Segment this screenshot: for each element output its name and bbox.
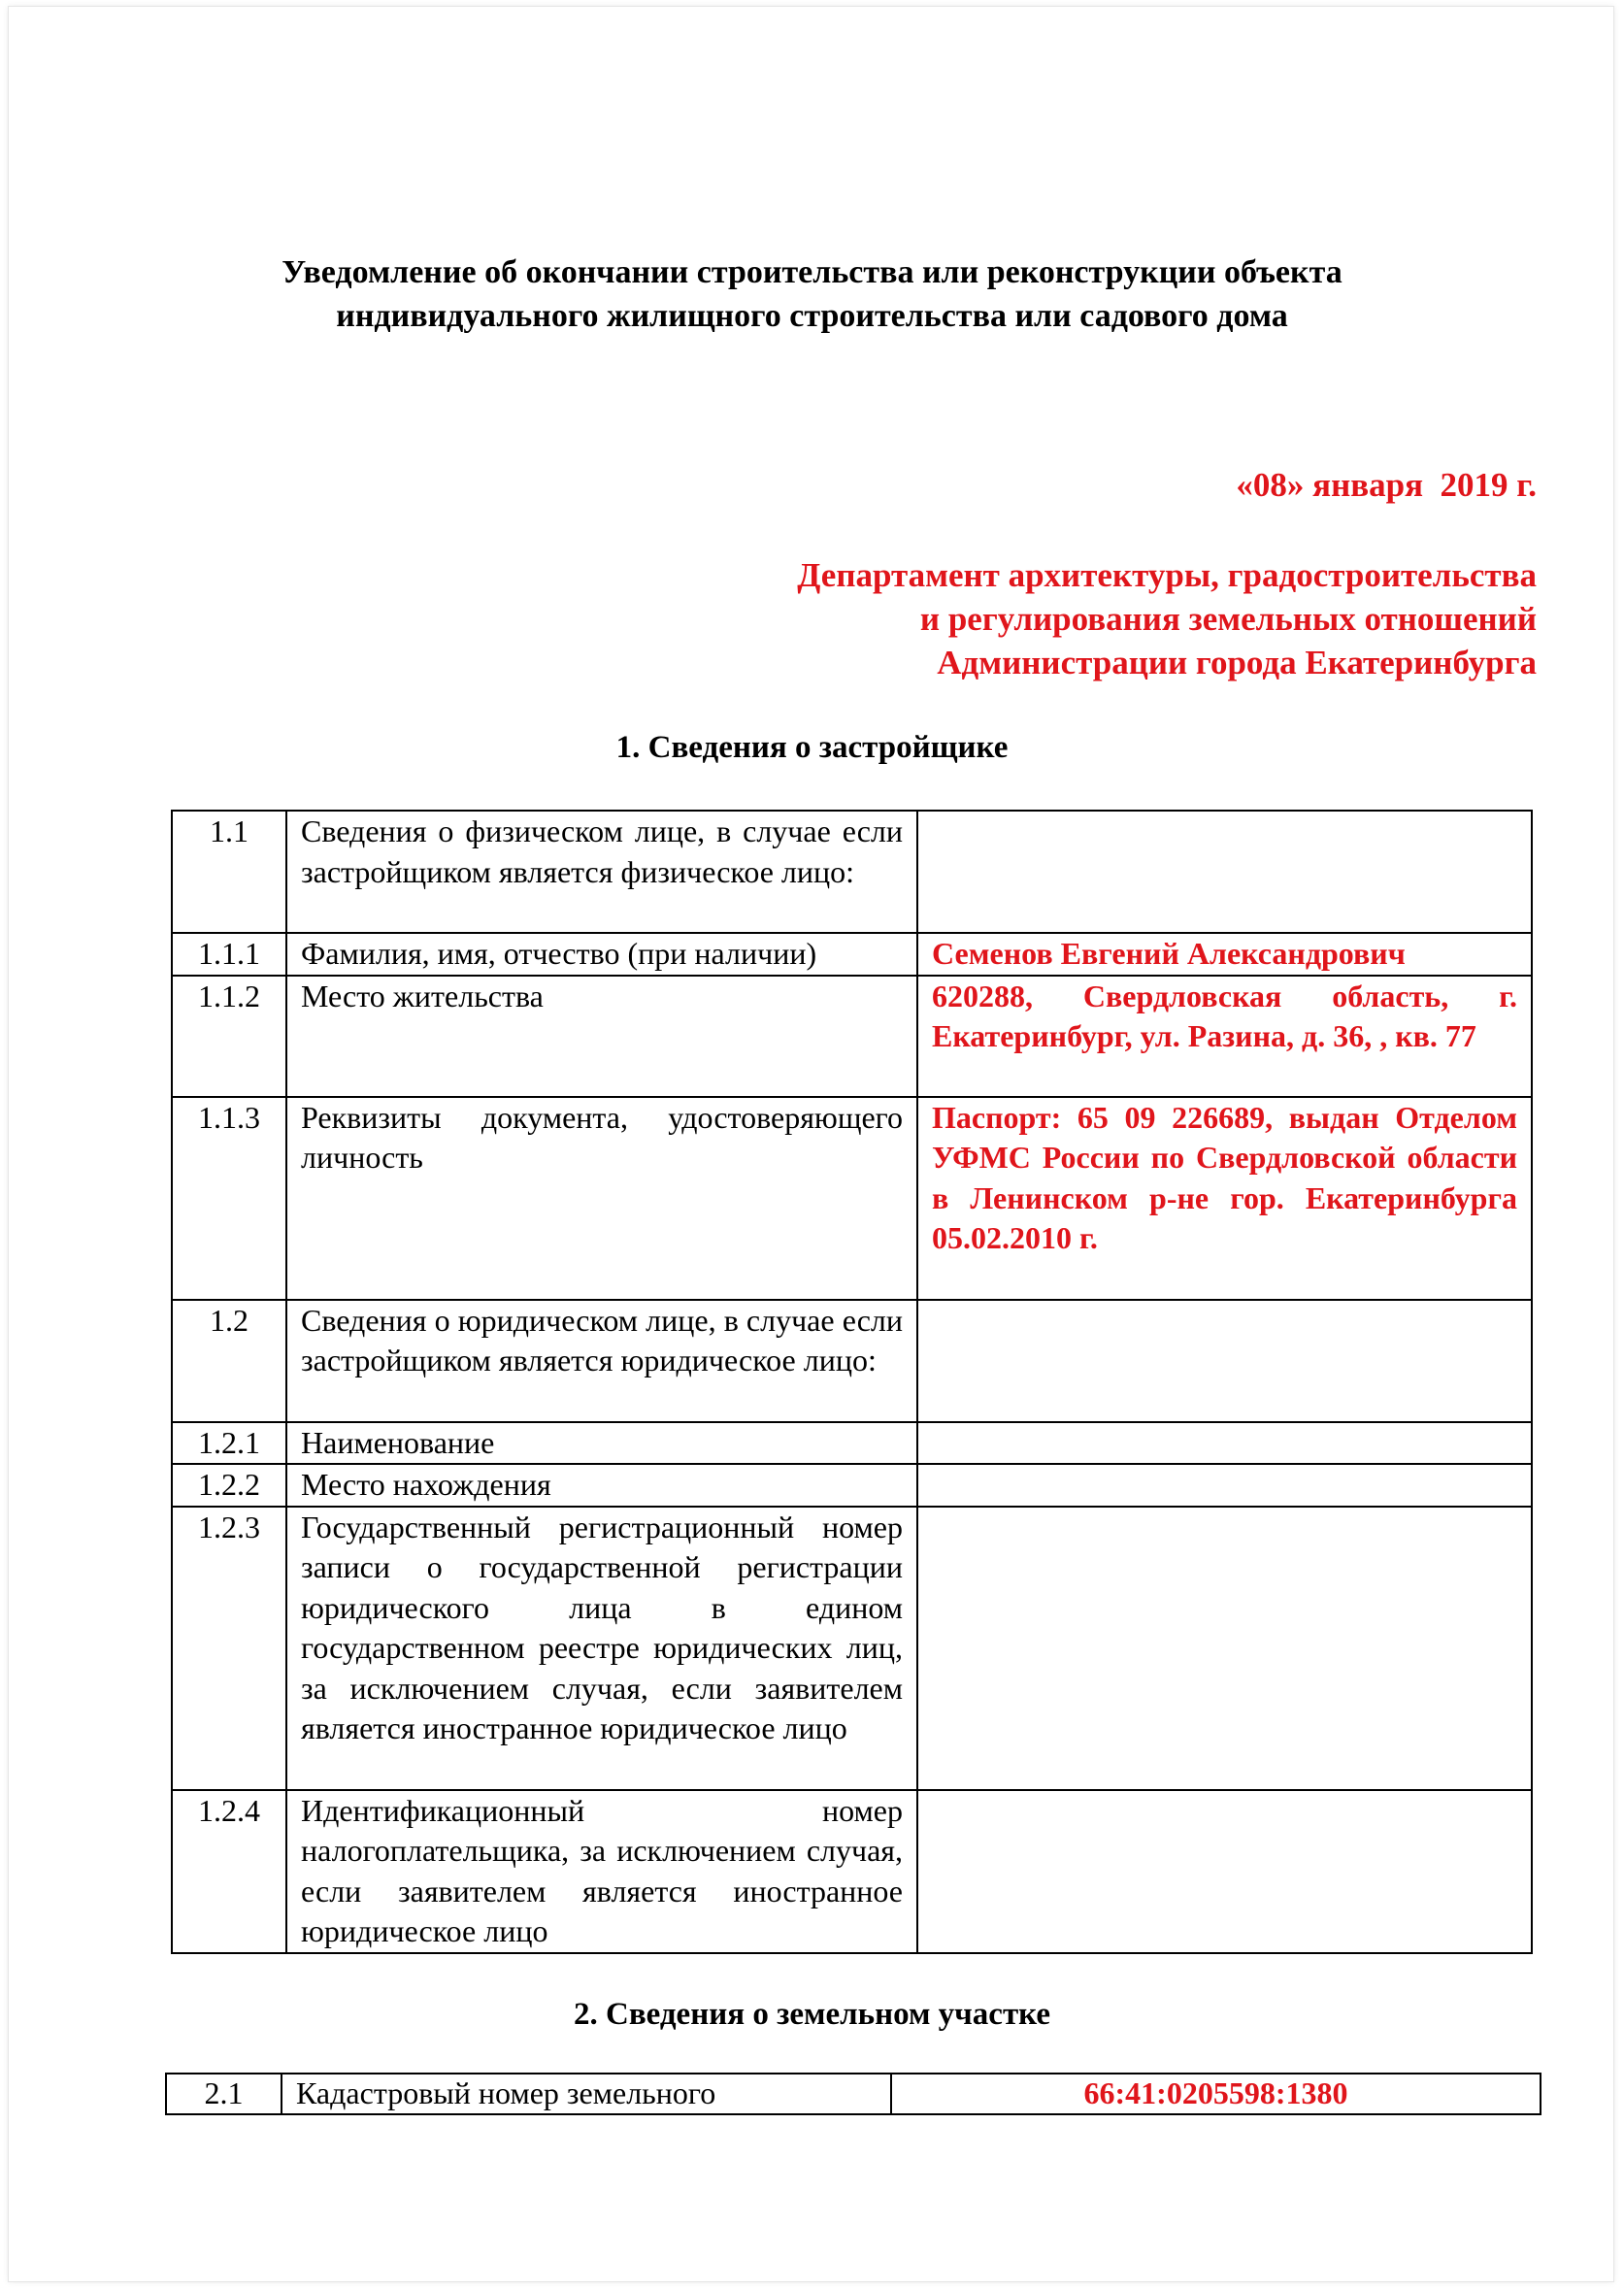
row-number: 1.2.1 bbox=[172, 1422, 286, 1465]
row-label: Фамилия, имя, отчество (при наличии) bbox=[286, 933, 917, 976]
row-number: 1.2.3 bbox=[172, 1507, 286, 1790]
cadastral-number: 66:41:0205598:1380 bbox=[891, 2074, 1541, 2114]
recipient-line-1: Департамент архитектуры, градостроительства bbox=[797, 556, 1537, 594]
row-number: 1.2 bbox=[172, 1300, 286, 1422]
table-row bbox=[172, 976, 1532, 1097]
section-1-title: 1. Сведения о застройщике bbox=[615, 730, 1009, 765]
row-number: 1.1 bbox=[172, 811, 286, 933]
row-label: Сведения о физическом лице, в случае если застройщиком является физическое лицо: bbox=[286, 811, 917, 933]
table-row bbox=[172, 1300, 1532, 1422]
row-label: Реквизиты документа, удостоверяющего личность bbox=[286, 1097, 917, 1300]
row-label: Наименование bbox=[286, 1422, 917, 1465]
row-label: Место жительства bbox=[286, 976, 917, 1097]
document-title bbox=[0, 250, 1624, 338]
row-number: 1.1.2 bbox=[172, 976, 286, 1097]
row-value bbox=[917, 1422, 1532, 1465]
recipient-line-2: и регулирования земельных отношений bbox=[919, 600, 1537, 638]
title-line-2: индивидуального жилищного строительства или садового дома bbox=[336, 298, 1288, 334]
row-label: Место нахождения bbox=[286, 1464, 917, 1507]
title-line-1: Уведомление об окончании строительства или реконструкции объекта bbox=[282, 254, 1342, 290]
row-value bbox=[917, 1300, 1532, 1422]
row-value bbox=[917, 1464, 1532, 1507]
table-row bbox=[172, 1422, 1532, 1465]
row-number: 1.2.4 bbox=[172, 1790, 286, 1953]
row-number: 1.1.1 bbox=[172, 933, 286, 976]
table-row bbox=[172, 1464, 1532, 1507]
row-number: 1.2.2 bbox=[172, 1464, 286, 1507]
section-2-title: 2. Сведения о земельном участке bbox=[573, 1997, 1050, 2032]
land-plot-table bbox=[165, 2073, 1541, 2115]
row-number: 2.1 bbox=[166, 2074, 282, 2114]
row-label: Государственный регистрационный номер записи о государственной регистрации юридического лица в едином государственном реестре юридических лиц, за исключением случая, если заявителем является иностранное юридическое лицо bbox=[286, 1507, 917, 1790]
recipient-line-3: Администрации города Екатеринбурга bbox=[937, 644, 1537, 681]
document-date: «08» января 2019 г. bbox=[1236, 466, 1537, 504]
table-row bbox=[172, 1507, 1532, 1790]
row-label: Сведения о юридическом лице, в случае если застройщиком является юридическое лицо: bbox=[286, 1300, 917, 1422]
row-value: Семенов Евгений Александрович bbox=[917, 933, 1532, 976]
developer-info-table bbox=[171, 810, 1533, 1954]
row-value bbox=[917, 1790, 1532, 1953]
table-row bbox=[166, 2074, 1541, 2114]
row-value bbox=[917, 811, 1532, 933]
table-row bbox=[172, 1097, 1532, 1300]
row-number: 1.1.3 bbox=[172, 1097, 286, 1300]
row-label: Кадастровый номер земельного bbox=[282, 2074, 891, 2114]
table-row bbox=[172, 811, 1532, 933]
recipient-block bbox=[663, 553, 1537, 684]
row-value: 620288, Свердловская область, г. Екатеринбург, ул. Разина, д. 36, , кв. 77 bbox=[917, 976, 1532, 1097]
row-value bbox=[917, 1507, 1532, 1790]
table-row bbox=[172, 933, 1532, 976]
table-row bbox=[172, 1790, 1532, 1953]
row-label: Идентификационный номер налогоплательщика, за исключением случая, если заявителем является иностранное юридическое лицо bbox=[286, 1790, 917, 1953]
row-value: Паспорт: 65 09 226689, выдан Отделом УФМС России по Свердловской области в Ленинском р-не гор. Екатеринбурга 05.02.2010 г. bbox=[917, 1097, 1532, 1300]
